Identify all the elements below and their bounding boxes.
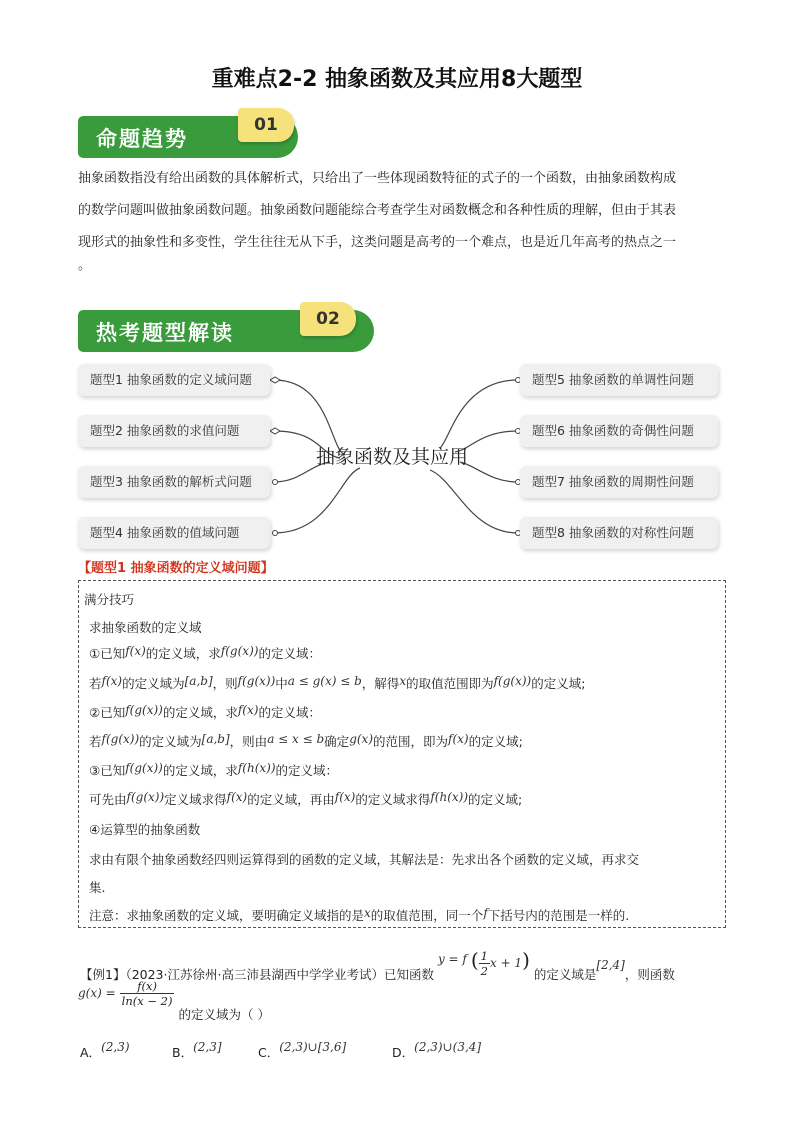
mindmap-type-3: 题型3 抽象函数的解析式问题 xyxy=(78,466,270,498)
mindmap-type-7: 题型7 抽象函数的周期性问题 xyxy=(520,466,718,498)
tips-rule-1: 若f(x)的定义域为[a,b]，则f(g(x))中a ≤ g(x) ≤ b，解得x的取值范围即为f(g(x))的定义域; xyxy=(89,674,586,691)
option-a[interactable]: A．(2,3) xyxy=(80,1040,130,1060)
mindmap-type-2: 题型2 抽象函数的求值问题 xyxy=(78,415,270,447)
mindmap-type-4: 题型4 抽象函数的值域问题 xyxy=(78,517,270,549)
tips-rule-4-end: 集. xyxy=(89,880,106,895)
mindmap-type-8: 题型8 抽象函数的对称性问题 xyxy=(520,517,718,549)
example-1-function: g(x) = $\frac{f(x)}{\ln(x - 2)}$ 的定义域为（ ） xyxy=(78,979,270,1022)
connector-knob xyxy=(273,531,278,536)
tips-rule-2: 若f(g(x))的定义域为[a,b]，则由a ≤ x ≤ b确定g(x)的范围，即为f(x)的定义域; xyxy=(89,732,523,749)
tips-case-2: ②已知f(g(x))的定义域，求f(x)的定义域： xyxy=(89,703,321,720)
mindmap-center: 抽象函数及其应用 xyxy=(316,446,469,468)
tips-rule-3: 可先由f(g(x))定义域求得f(x)的定义域，再由f(x)的定义域求得f(h(x))的定义域; xyxy=(89,790,523,807)
connector-left-4 xyxy=(274,468,360,533)
intro-line: 。 xyxy=(78,258,92,273)
connector-knob xyxy=(270,377,280,383)
intro-line: 现形式的抽象性和多变性，学生往往无从下手，这类问题是高考的一个难点，也是近几年高考的热点之一 xyxy=(78,235,677,250)
connector-right-4 xyxy=(430,470,518,533)
mindmap-type-5: 题型5 抽象函数的单调性问题 xyxy=(520,364,718,396)
connector-knob xyxy=(273,480,278,485)
tips-case-4: ④运算型的抽象函数 xyxy=(89,822,201,837)
page-title: 重难点2-2 抽象函数及其应用8大题型 xyxy=(211,67,583,92)
fraction: $\frac{f(x)}{\ln(x - 2)}$ xyxy=(121,979,173,1008)
connector-right-1 xyxy=(440,380,518,448)
tips-title: 满分技巧 xyxy=(84,592,135,607)
section-label: 热考题型解读 xyxy=(96,320,234,345)
intro-line: 的数学问题叫做抽象函数问题。抽象函数问题能综合考查学生对函数概念和各种性质的理解，但由于其表 xyxy=(78,203,677,218)
section-number: 01 xyxy=(238,108,294,142)
mindmap-type-6: 题型6 抽象函数的奇偶性问题 xyxy=(520,415,718,447)
type1-heading: 【题型1 抽象函数的定义域问题】 xyxy=(78,561,274,576)
example-1-stem: 【例1】（2023·江苏徐州·高三沛县湖西中学学业考试）已知函数 y = f ( $\frac{1}{2}$ x + 1) 的定义域是[2,4]，则函数 xyxy=(80,948,675,982)
connector-knob xyxy=(270,428,280,434)
mindmap-type-1: 题型1 抽象函数的定义域问题 xyxy=(78,364,270,396)
option-c[interactable]: C．(2,3)∪[3,6] xyxy=(258,1040,347,1060)
fraction: $\frac{1}{2}$ xyxy=(480,949,488,978)
intro-line: 抽象函数指没有给出函数的具体解析式，只给出了一些体现函数特征的式子的一个函数，由抽象函数构成 xyxy=(78,171,677,186)
option-b[interactable]: B．(2,3] xyxy=(172,1040,222,1060)
section-label: 命题趋势 xyxy=(96,126,188,151)
tips-case-3: ③已知f(g(x))的定义域，求f(h(x))的定义域： xyxy=(89,761,339,778)
tips-note: 注意：求抽象函数的定义域，要明确定义域指的是x的取值范围，同一个f下括号内的范围是一样的. xyxy=(89,906,630,923)
section-number: 02 xyxy=(300,302,356,336)
connector-right-3 xyxy=(460,462,518,482)
option-d[interactable]: D．(2,3)∪(3,4] xyxy=(392,1040,482,1060)
tips-subtitle: 求抽象函数的定义域 xyxy=(89,620,202,635)
tips-case-1: ①已知f(x)的定义域，求f(g(x))的定义域： xyxy=(89,644,321,661)
tips-rule-4: 求由有限个抽象函数经四则运算得到的函数的定义域，其解法是：先求出各个函数的定义域，再求交 xyxy=(89,852,640,867)
